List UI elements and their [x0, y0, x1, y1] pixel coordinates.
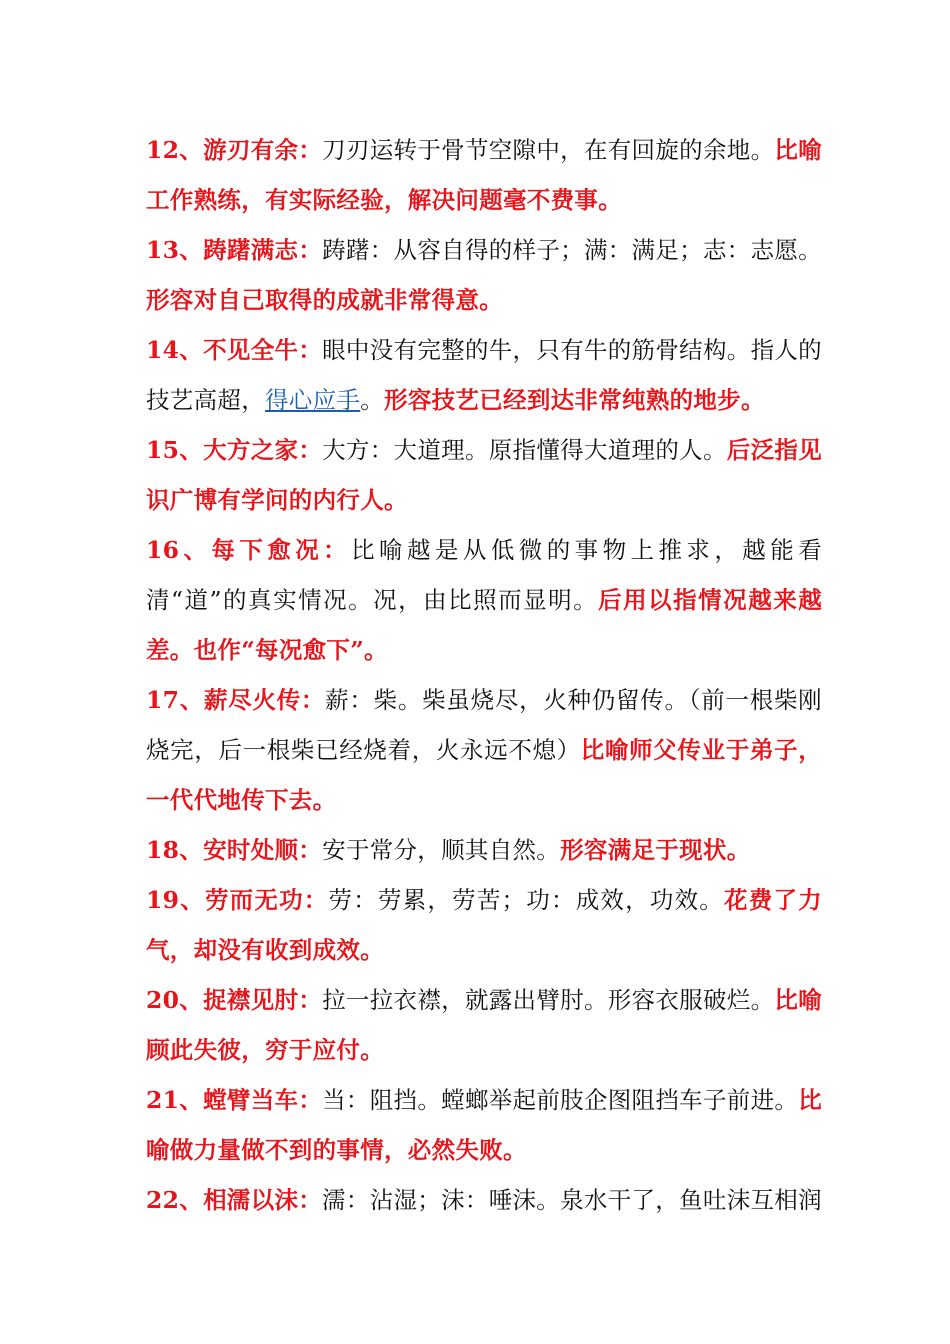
idiom-entry-17 — [146, 675, 822, 825]
idiom-meaning: 比喻做力量做不到的事情，必然失败。 — [146, 1086, 822, 1164]
idiom-meaning: 后用以指情况越来越差。也作“每况愈下”。 — [146, 586, 823, 664]
idiom-definition: 眼中没有完整的牛，只有牛的筋骨结构。指人的技艺高超， — [146, 336, 822, 414]
idiom-meaning: 形容对自己取得的成就非常得意。 — [146, 286, 503, 314]
idiom-meaning: 形容满足于现状。 — [560, 836, 751, 864]
idiom-term: 21、螳臂当车： — [146, 1086, 323, 1114]
idiom-definition: 刀刃运转于骨节空隙中，在有回旋的余地。 — [322, 136, 775, 164]
idiom-term: 14、不见全牛： — [146, 336, 323, 364]
idiom-entry-18 — [146, 825, 822, 875]
idiom-definition: 安于常分，顺其自然。 — [322, 836, 561, 864]
idiom-definition: 比喻越是从低微的事物上推求，越能看清“道”的真实情况。况，由比照而显明。 — [146, 536, 822, 614]
idiom-term: 13、踌躇满志： — [146, 236, 323, 264]
idiom-definition: 濡：沾湿；沫：唾沫。泉水干了，鱼吐沫互相润 — [322, 1186, 822, 1214]
idiom-term: 15、大方之家： — [146, 436, 323, 464]
idiom-entry-14 — [146, 325, 822, 425]
idiom-meaning: 比喻师父传业于弟子，一代代地传下去。 — [146, 736, 822, 814]
idiom-term: 12、游刃有余： — [146, 136, 323, 164]
idiom-definition: 当：阻挡。螳螂举起前肢企图阻挡车子前进。 — [322, 1086, 799, 1114]
idiom-meaning: 比喻工作熟练，有实际经验，解决问题毫不费事。 — [146, 136, 822, 214]
idiom-definition: 踌躇：从容自得的样子；满：满足；志：志愿。 — [322, 236, 822, 264]
idiom-link[interactable]: 得心应手 — [265, 386, 361, 414]
idiom-entry-21 — [146, 1075, 822, 1175]
idiom-definition-tail: 。 — [360, 386, 385, 414]
idiom-meaning: 形容技艺已经到达非常纯熟的地步。 — [384, 386, 765, 414]
idiom-entry-12 — [146, 125, 822, 225]
idiom-entry-20 — [146, 975, 822, 1075]
idiom-term: 18、安时处顺： — [146, 836, 323, 864]
idiom-term: 17、薪尽火传： — [146, 686, 326, 714]
idiom-term: 22、相濡以沫： — [146, 1186, 323, 1214]
document-body — [146, 125, 822, 1225]
idiom-meaning: 花费了力气，却没有收到成效。 — [146, 886, 822, 964]
idiom-definition: 劳：劳累，劳苦；功：成效，功效。 — [328, 886, 725, 914]
idiom-definition: 大方：大道理。原指懂得大道理的人。 — [322, 436, 727, 464]
idiom-definition: 拉一拉衣襟，就露出臂肘。形容衣服破烂。 — [322, 986, 775, 1014]
idiom-definition: 薪：柴。柴虽烧尽，火种仍留传。（前一根柴刚烧完，后一根柴已经烧着，火永远不熄） — [146, 686, 822, 764]
idiom-entry-13 — [146, 225, 822, 325]
idiom-entry-19 — [146, 875, 822, 975]
idiom-term: 16、每下愈况： — [146, 536, 352, 564]
idiom-entry-15 — [146, 425, 822, 525]
idiom-entry-16 — [146, 525, 822, 675]
idiom-term: 20、捉襟见肘： — [146, 986, 323, 1014]
idiom-term: 19、劳而无功： — [146, 886, 329, 914]
idiom-meaning: 后泛指见识广博有学问的内行人。 — [146, 436, 822, 514]
idiom-meaning: 比喻顾此失彼，穷于应付。 — [146, 986, 822, 1064]
idiom-entry-22 — [146, 1175, 822, 1225]
